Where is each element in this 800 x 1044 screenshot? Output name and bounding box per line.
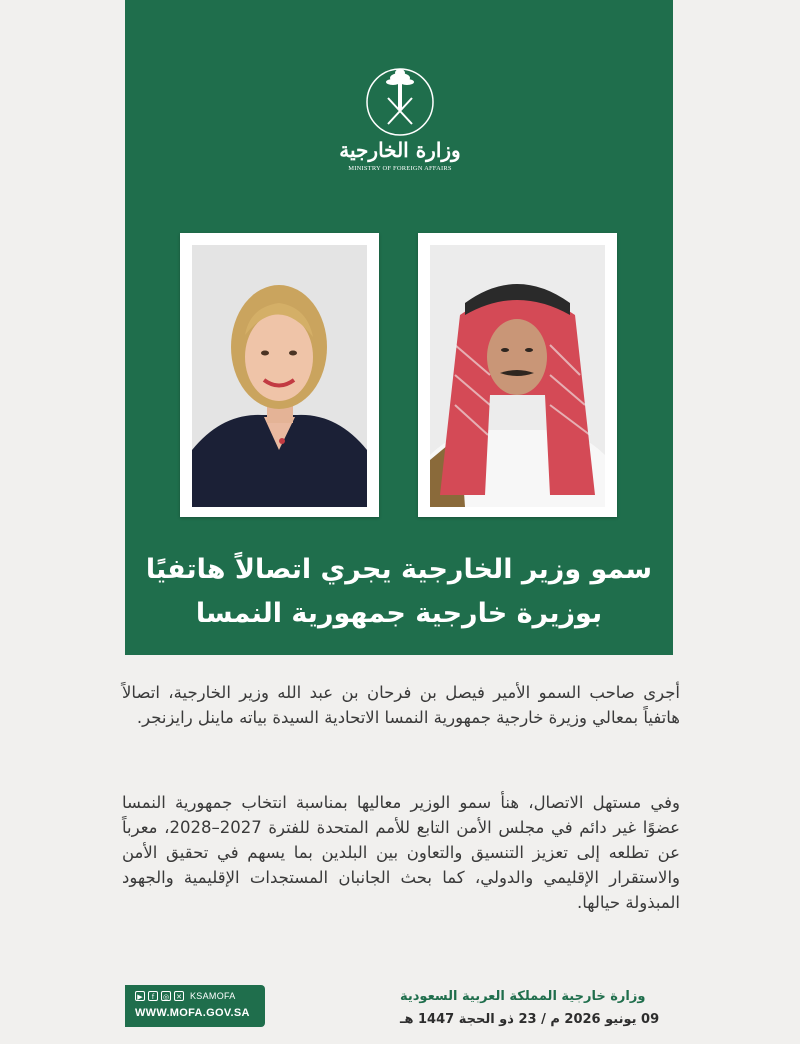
ministry-name-arabic: وزارة الخارجية (339, 138, 461, 162)
facebook-icon[interactable]: f (148, 991, 158, 1001)
portrait-man-photo (430, 245, 605, 507)
social-icons-row (135, 991, 236, 1001)
youtube-icon[interactable]: ▶ (135, 991, 145, 1001)
portrait-woman-photo (192, 245, 367, 507)
headline-line-2: بوزيرة خارجية جمهورية النمسا (195, 598, 603, 629)
headline (125, 548, 673, 636)
instagram-icon[interactable]: ◎ (162, 993, 170, 1001)
x-icon[interactable]: ✕ (174, 991, 184, 1001)
ministry-name-english: MINISTRY OF FOREIGN AFFAIRS (348, 165, 452, 172)
social-handle[interactable]: KSAMOFA (190, 991, 236, 1001)
body-paragraph-2: وفي مستهل الاتصال، هنأ سمو الوزير معاليها بمناسبة انتخاب جمهورية النمسا عضوًا غير دائم في مجلس الأمن التابع للأمم المتحدة للفترة 2027–2028، معرباً عن تطلعه إلى تعزيز التنسيق والتعاون بين البلدين بما يسهم في تحقيق الأمن والاستقرار الإقليمي والدولي، كما بحث الجانبان المستجدات الإقليمية والجهود المبذولة حيالها. (122, 793, 680, 912)
contact-box (125, 985, 265, 1027)
footer-date: 09 يونيو 2026 م / 23 ذو الحجة 1447 هـ (400, 1012, 660, 1027)
website-link[interactable]: WWW.MOFA.GOV.SA (135, 1007, 250, 1019)
body-paragraph-1: أجرى صاحب السمو الأمير فيصل بن فرحان بن عبد الله وزير الخارجية، اتصالاً هاتفياً بمعالي وزيرة خارجية جمهورية النمسا الاتحادية السيدة بياته ماينل رايزنجر. (122, 683, 680, 727)
photo-frame-austrian-minister (180, 233, 379, 517)
footer-organization: وزارة خارجية المملكة العربية السعودية (400, 989, 646, 1004)
headline-line-1: سمو وزير الخارجية يجري اتصالاً هاتفيًا (145, 554, 653, 585)
photo-frame-saudi-minister (418, 233, 617, 517)
